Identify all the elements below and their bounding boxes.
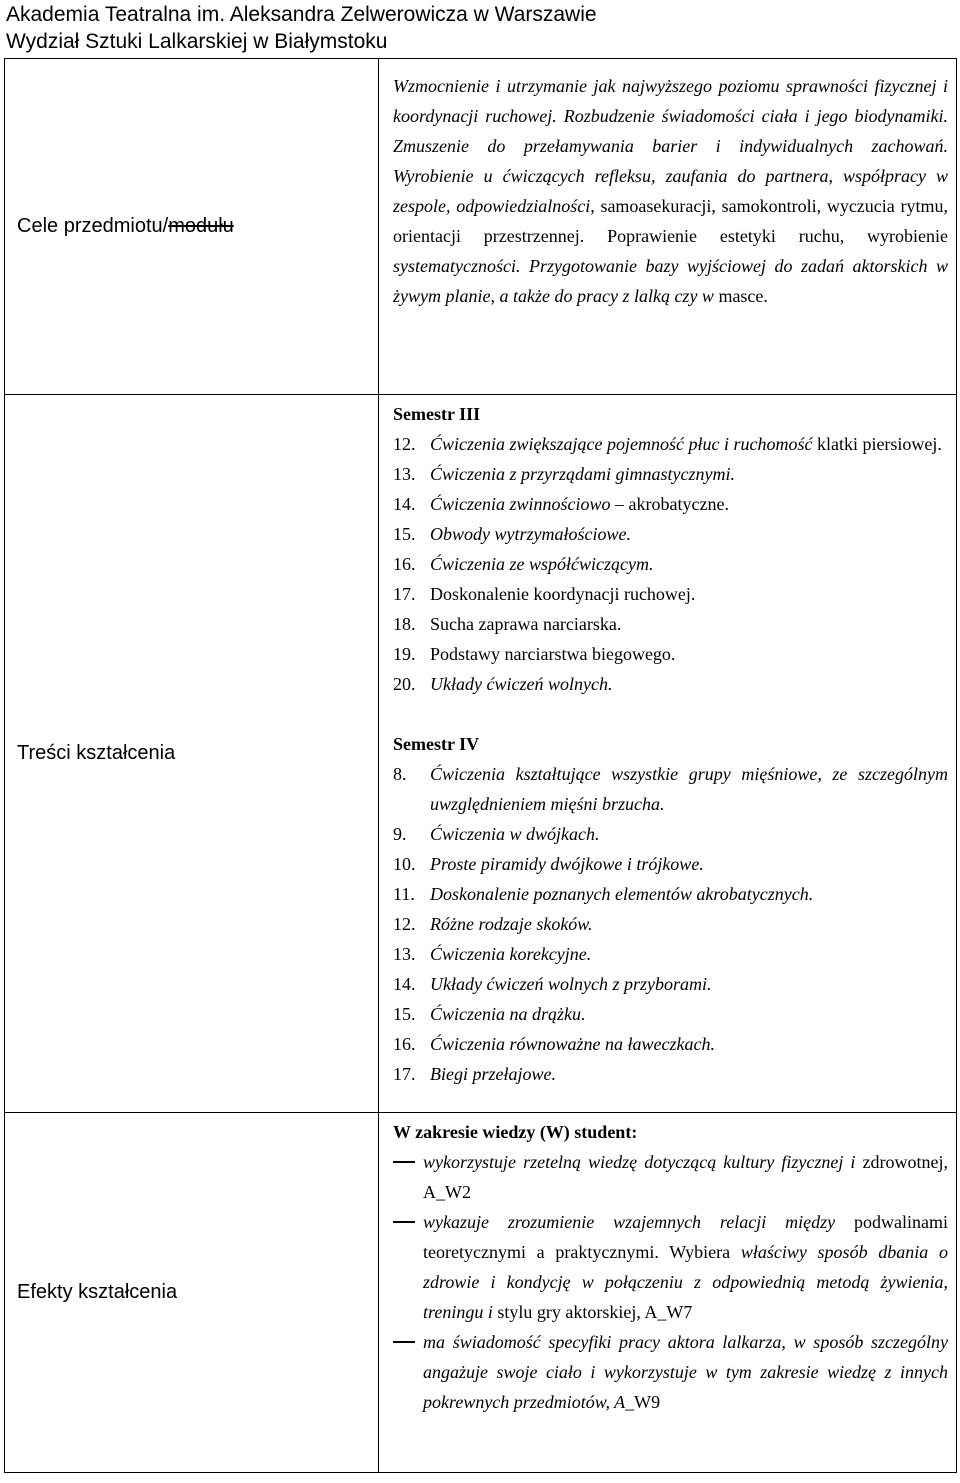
- efekty-b1a: wykorzystuje rzetelną wiedzę dotyczącą kultury fizycznej i: [423, 1152, 856, 1172]
- list-item: [393, 819, 948, 849]
- label-cele-strike: modułu: [168, 215, 234, 237]
- item-text: Ćwiczenia w dwójkach.: [430, 824, 600, 844]
- efekty-b2c: właściwy sposób dbania o zdrowie i kondycję w połączeniu z odpowiednią metodą żywienia, treningu i: [423, 1242, 949, 1322]
- item-number: 13.: [393, 944, 416, 964]
- cele-text: [393, 71, 948, 311]
- semester-3-title: Semestr III: [393, 404, 481, 424]
- semester-4-title: Semestr IV: [393, 734, 480, 754]
- label-cele: [5, 59, 379, 395]
- semester-3-list: [393, 429, 948, 699]
- dash-icon: [393, 1341, 415, 1343]
- item-text: Obwody wytrzymałościowe.: [430, 524, 631, 544]
- efekty-b3a: ma świadomość specyfiki pracy aktora lalkarza, w sposób szczególny angażuje swoje ciało i wykorzystuje w tym zakresie wiedzę z innych pokrewnych przedmiotów, A_: [423, 1332, 948, 1412]
- semester-4-list: [393, 759, 948, 1089]
- item-text: Ćwiczenia ze współćwiczącym.: [430, 554, 654, 574]
- efekty-content: [379, 1113, 957, 1473]
- label-tresci: Treści kształcenia: [5, 395, 379, 1113]
- list-item: [393, 609, 948, 639]
- item-text-plain: Sucha zaprawa narciarska.: [430, 614, 622, 634]
- item-text-plain: akrobatyczne.: [628, 494, 729, 514]
- list-item: [393, 1207, 948, 1327]
- item-text: Ćwiczenia zwiększające pojemność płuc i ruchomość: [430, 434, 813, 454]
- item-text: Ćwiczenia równoważne na ławeczkach.: [430, 1034, 715, 1054]
- efekty-heading: W zakresie wiedzy (W) student:: [393, 1122, 638, 1142]
- item-number: 10.: [393, 854, 416, 874]
- item-text: Doskonalenie poznanych elementów akrobatycznych.: [430, 884, 814, 904]
- list-item: [393, 969, 948, 999]
- list-item: [393, 549, 948, 579]
- label-efekty: Efekty kształcenia: [5, 1113, 379, 1473]
- item-text: Różne rodzaje skoków.: [430, 914, 593, 934]
- list-item: [393, 879, 948, 909]
- item-number: 16.: [393, 1034, 416, 1054]
- item-number: 17.: [393, 1064, 416, 1084]
- list-item: [393, 519, 948, 549]
- list-item: [393, 639, 948, 669]
- list-item: [393, 849, 948, 879]
- efekty-list: [393, 1147, 948, 1417]
- efekty-b3b: W9: [634, 1392, 661, 1412]
- list-item: [393, 759, 948, 819]
- item-number: 16.: [393, 554, 416, 574]
- efekty-b2b: podwalinami teoretycznymi a praktycznymi. Wybiera: [423, 1212, 948, 1262]
- dash-icon: [393, 1221, 415, 1223]
- item-number: 12.: [393, 914, 416, 934]
- course-table: [4, 58, 957, 1473]
- list-item: [393, 579, 948, 609]
- item-number: 11.: [393, 884, 415, 904]
- item-text: Układy ćwiczeń wolnych z przyborami.: [430, 974, 712, 994]
- row-cele: [5, 59, 957, 395]
- item-text: Ćwiczenia kształtujące wszystkie grupy mięśniowe, ze szczególnym uwzględnieniem mięśni brzucha.: [430, 764, 948, 814]
- list-item: [393, 429, 948, 459]
- header-line-2: Wydział Sztuki Lalkarskiej w Białymstoku: [6, 30, 388, 53]
- item-number: 20.: [393, 674, 416, 694]
- item-text: Układy ćwiczeń wolnych.: [430, 674, 613, 694]
- list-item: [393, 489, 948, 519]
- efekty-b2d: stylu gry aktorskiej, A_W7: [497, 1302, 693, 1322]
- item-text-plain: Podstawy narciarstwa biegowego.: [430, 644, 676, 664]
- row-tresci: [5, 395, 957, 1113]
- cele-text-2: samoasekuracji, samokontroli, wyczucia rytmu, orientacji przestrzennej. Poprawienie estetyki ruchu, wyrobienie: [393, 196, 948, 246]
- label-cele-text: Cele przedmiotu/: [17, 215, 169, 237]
- tresci-content: [379, 395, 957, 1113]
- item-number: 15.: [393, 1004, 416, 1024]
- list-item: [393, 909, 948, 939]
- item-number: 19.: [393, 644, 416, 664]
- list-item: [393, 669, 948, 699]
- item-number: 8.: [393, 764, 407, 784]
- list-item: [393, 459, 948, 489]
- item-text: Ćwiczenia korekcyjne.: [430, 944, 592, 964]
- cele-content: [379, 59, 957, 395]
- item-number: 9.: [393, 824, 407, 844]
- item-text: Proste piramidy dwójkowe i trójkowe.: [430, 854, 704, 874]
- cele-text-3: systematyczności. Przygotowanie bazy wyjściowej do zadań aktorskich w żywym planie, a także do pracy z lalką czy w: [393, 256, 948, 306]
- list-item: [393, 1059, 948, 1089]
- cele-text-4: masce.: [718, 286, 768, 306]
- header-line-1: Akademia Teatralna im. Aleksandra Zelwerowicza w Warszawie: [6, 3, 597, 26]
- dash-icon: [393, 1161, 415, 1163]
- item-text: Biegi przełajowe.: [430, 1064, 556, 1084]
- list-item: [393, 1029, 948, 1059]
- efekty-b1b: zdrowotnej, A_W2: [423, 1152, 949, 1202]
- item-number: 13.: [393, 464, 416, 484]
- item-text-plain: klatki piersiowej.: [816, 434, 942, 454]
- cele-text-1: Wzmocnienie i utrzymanie jak najwyższego poziomu sprawności fizycznej i koordynacji ruchowej. Rozbudzenie świadomości ciała i jego biodynamiki. Zmuszenie do przełamywania barier i indywidualnych zachowań. Wyrobienie u ćwiczących refleksu, zaufania do partnera, współpracy w zespole, odpowiedzialności,: [393, 76, 948, 216]
- list-item: [393, 1147, 948, 1207]
- item-number: 17.: [393, 584, 416, 604]
- efekty-b2a: wykazuje zrozumienie wzajemnych relacji między: [423, 1212, 836, 1232]
- item-number: 12.: [393, 434, 416, 454]
- item-number: 14.: [393, 494, 416, 514]
- list-item: [393, 999, 948, 1029]
- row-efekty: [5, 1113, 957, 1473]
- list-item: [393, 939, 948, 969]
- item-number: 14.: [393, 974, 416, 994]
- item-text: Ćwiczenia z przyrządami gimnastycznymi.: [430, 464, 735, 484]
- list-item: [393, 1327, 948, 1417]
- item-text: Ćwiczenia na drążku.: [430, 1004, 586, 1024]
- item-text: Ćwiczenia zwinnościowo –: [430, 494, 629, 514]
- item-number: 15.: [393, 524, 416, 544]
- item-text-plain: Doskonalenie koordynacji ruchowej.: [430, 584, 696, 604]
- item-number: 18.: [393, 614, 416, 634]
